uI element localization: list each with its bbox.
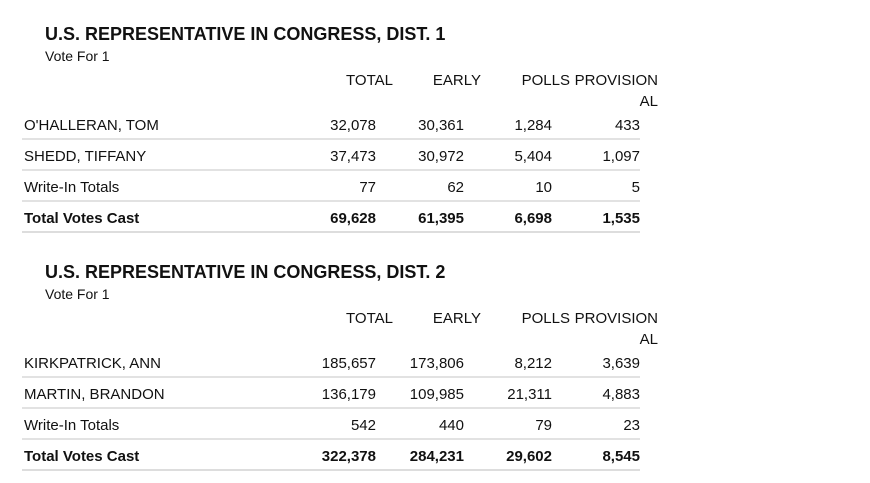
table-row bbox=[0, 148, 870, 179]
polls-votes: 5,404 bbox=[514, 148, 552, 165]
early-votes: 61,395 bbox=[418, 210, 464, 227]
row-divider bbox=[22, 469, 640, 471]
early-votes: 109,985 bbox=[409, 386, 464, 403]
column-header-early: EARLY bbox=[432, 72, 481, 89]
row-divider bbox=[22, 200, 640, 202]
provisional-votes: 3,639 bbox=[602, 355, 640, 372]
polls-votes: 10 bbox=[535, 179, 552, 196]
polls-votes: 8,212 bbox=[514, 355, 552, 372]
total-votes: 69,628 bbox=[330, 210, 376, 227]
column-header-provisional-wrap: AL bbox=[639, 331, 658, 348]
table-row bbox=[0, 386, 870, 417]
column-header-total: TOTAL bbox=[346, 310, 393, 327]
early-votes: 440 bbox=[438, 417, 464, 434]
row-divider bbox=[22, 169, 640, 171]
race-subtitle: Vote For 1 bbox=[45, 48, 110, 64]
total-votes: 32,078 bbox=[330, 117, 376, 134]
provisional-votes: 5 bbox=[631, 179, 640, 196]
write-in-label: Write-In Totals bbox=[24, 179, 120, 196]
total-votes: 77 bbox=[359, 179, 376, 196]
polls-votes: 6,698 bbox=[514, 210, 552, 227]
race-dist-1 bbox=[0, 24, 870, 234]
early-votes: 30,361 bbox=[418, 117, 464, 134]
column-header-early: EARLY bbox=[432, 310, 481, 327]
provisional-votes: 4,883 bbox=[602, 386, 640, 403]
column-header-provisional: PROVISION bbox=[574, 72, 658, 89]
early-votes: 62 bbox=[447, 179, 464, 196]
race-title: U.S. REPRESENTATIVE IN CONGRESS, DIST. 1 bbox=[45, 24, 446, 44]
row-divider bbox=[22, 407, 640, 409]
total-votes-label: Total Votes Cast bbox=[24, 448, 140, 465]
total-votes: 37,473 bbox=[330, 148, 376, 165]
column-header-total: TOTAL bbox=[346, 72, 393, 89]
table-row bbox=[0, 179, 870, 210]
candidate-name: MARTIN, BRANDON bbox=[24, 386, 165, 403]
polls-votes: 29,602 bbox=[506, 448, 552, 465]
row-divider bbox=[22, 138, 640, 140]
provisional-votes: 23 bbox=[623, 417, 640, 434]
polls-votes: 21,311 bbox=[507, 386, 552, 403]
provisional-votes: 1,535 bbox=[602, 210, 640, 227]
candidate-name: KIRKPATRICK, ANN bbox=[24, 355, 161, 372]
polls-votes: 79 bbox=[535, 417, 552, 434]
early-votes: 284,231 bbox=[409, 448, 464, 465]
row-divider bbox=[22, 231, 640, 233]
write-in-label: Write-In Totals bbox=[24, 417, 120, 434]
provisional-votes: 433 bbox=[614, 117, 640, 134]
row-divider bbox=[22, 438, 640, 440]
total-votes: 542 bbox=[350, 417, 376, 434]
table-row bbox=[0, 417, 870, 448]
provisional-votes: 1,097 bbox=[602, 148, 640, 165]
column-header-polls: POLLS bbox=[521, 72, 570, 89]
total-votes: 185,657 bbox=[321, 355, 376, 372]
row-divider bbox=[22, 376, 640, 378]
total-votes: 136,179 bbox=[321, 386, 376, 403]
table-row bbox=[0, 355, 870, 386]
early-votes: 173,806 bbox=[409, 355, 464, 372]
early-votes: 30,972 bbox=[418, 148, 464, 165]
table-row bbox=[0, 117, 870, 148]
column-header-provisional: PROVISION bbox=[574, 310, 658, 327]
race-title: U.S. REPRESENTATIVE IN CONGRESS, DIST. 2 bbox=[45, 262, 446, 282]
candidate-name: O'HALLERAN, TOM bbox=[24, 117, 159, 134]
candidate-name: SHEDD, TIFFANY bbox=[24, 148, 147, 165]
total-row bbox=[0, 448, 870, 479]
column-header-provisional-wrap: AL bbox=[639, 93, 658, 110]
total-row bbox=[0, 210, 870, 241]
race-subtitle: Vote For 1 bbox=[45, 286, 110, 302]
total-votes-label: Total Votes Cast bbox=[24, 210, 140, 227]
race-dist-2 bbox=[0, 262, 870, 472]
provisional-votes: 8,545 bbox=[602, 448, 640, 465]
polls-votes: 1,284 bbox=[514, 117, 552, 134]
column-header-polls: POLLS bbox=[521, 310, 570, 327]
total-votes: 322,378 bbox=[321, 448, 376, 465]
